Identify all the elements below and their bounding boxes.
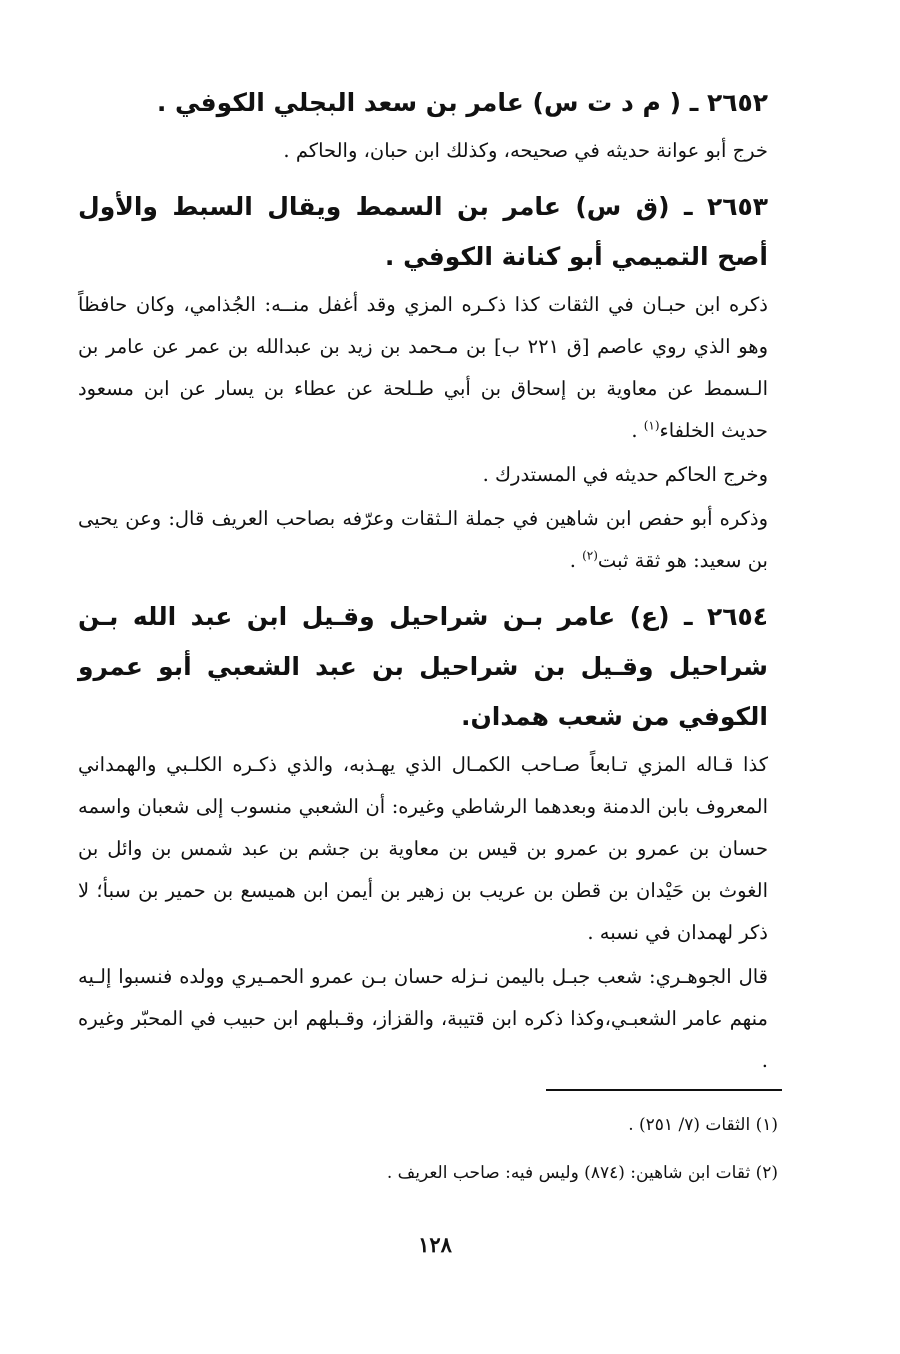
entry-heading-2652: ٢٦٥٢ ـ ( م د ت س) عامر بن سعد البجلي الكوفي . bbox=[156, 88, 768, 117]
entry-heading-2653: ٢٦٥٣ ـ (ق س) عامر بن السمط ويقال السبط والأول أصح التميمي أبو كنانة الكوفي . bbox=[78, 192, 768, 271]
footnote-2: (٢) ثقات ابن شاهين: (٨٧٤) وليس فيه: صاحب العريف . bbox=[386, 1163, 778, 1183]
entry-heading-2654: ٢٦٥٤ ـ (ع) عامر بـن شراحيل وقـيل ابن عبد الله بـن شراحيل وقـيل بن شراحيل بن عبد الشعبي أبو عمرو الكوفي من شعب همدان. bbox=[78, 602, 768, 731]
paragraph-tail: . bbox=[569, 549, 583, 572]
entry-2654-paragraph-1: كذا قـاله المزي تـابعاً صـاحب الكمـال الذي يهـذبه، والذي ذكـره الكلـبي والهمداني المعروف بابن الدمنة وبعدهما الرشاطي وغيره: أن الشعبي منسوب إلى شعبان واسمه حسان بن عمرو بن عمرو بن قيس بن معاوية بن جشم بن عبد شمس بن وائل بن الغوث بن حَيْدان بن قطن بن عريب بن زهير بن أيمن ابن هميسع بن حمير بن سبأ؛ لا ذكر لهمدان في نسبه . bbox=[78, 753, 768, 944]
footnote-separator bbox=[546, 1089, 782, 1091]
footnote-1: (١) الثقات (٧/ ٢٥١) . bbox=[628, 1115, 778, 1135]
entry-2653-paragraph-1 bbox=[78, 284, 768, 452]
footnote-ref-2: (٢) bbox=[582, 548, 598, 563]
paragraph-text: ذكره ابن حبـان في الثقات كذا ذكـره المزي وقد أغفل منــه: الجُذامي، وكان حافظاً وهو الذي روي عاصم [ق ٢٢١ ب] بن مـحمد بن زيد بن عبدالله بن عمر عن عامر بن الـسمط عن معاوية بن إسحاق بن أبي طـلحة عن عطاء بن يسار عن ابن مسعود حديث الخلفاء bbox=[78, 293, 768, 442]
entry-2654-paragraph-2: قال الجوهـري: شعب جبـل باليمن نـزله حسان بـن عمرو الحمـيري وولده فنسبوا إلـيه منهم عامر الشعبـي،وكذا ذكره ابن قتيبة، والقزاز، وقـبلهم ابن حبيب في المحبّر وغيره . bbox=[78, 965, 768, 1072]
page-body bbox=[78, 78, 768, 1082]
footnote-ref-1: (١) bbox=[643, 418, 660, 433]
paragraph-text: وذكره أبو حفص ابن شاهين في جملة الـثقات وعرّفه بصاحب العريف قال: وعن يحيى بن سعيد: هو ثقة ثبت bbox=[78, 507, 768, 572]
page-number: ١٢٨ bbox=[418, 1232, 452, 1257]
footnotes bbox=[88, 1101, 778, 1197]
entry-2652-paragraph-1: خرج أبو عوانة حديثه في صحيحه، وكذلك ابن حبان، والحاكم . bbox=[283, 139, 768, 162]
entry-2653-paragraph-3 bbox=[78, 498, 768, 582]
entry-2653-paragraph-2: وخرج الحاكم حديثه في المستدرك . bbox=[482, 463, 768, 486]
paragraph-tail: . bbox=[631, 419, 644, 442]
